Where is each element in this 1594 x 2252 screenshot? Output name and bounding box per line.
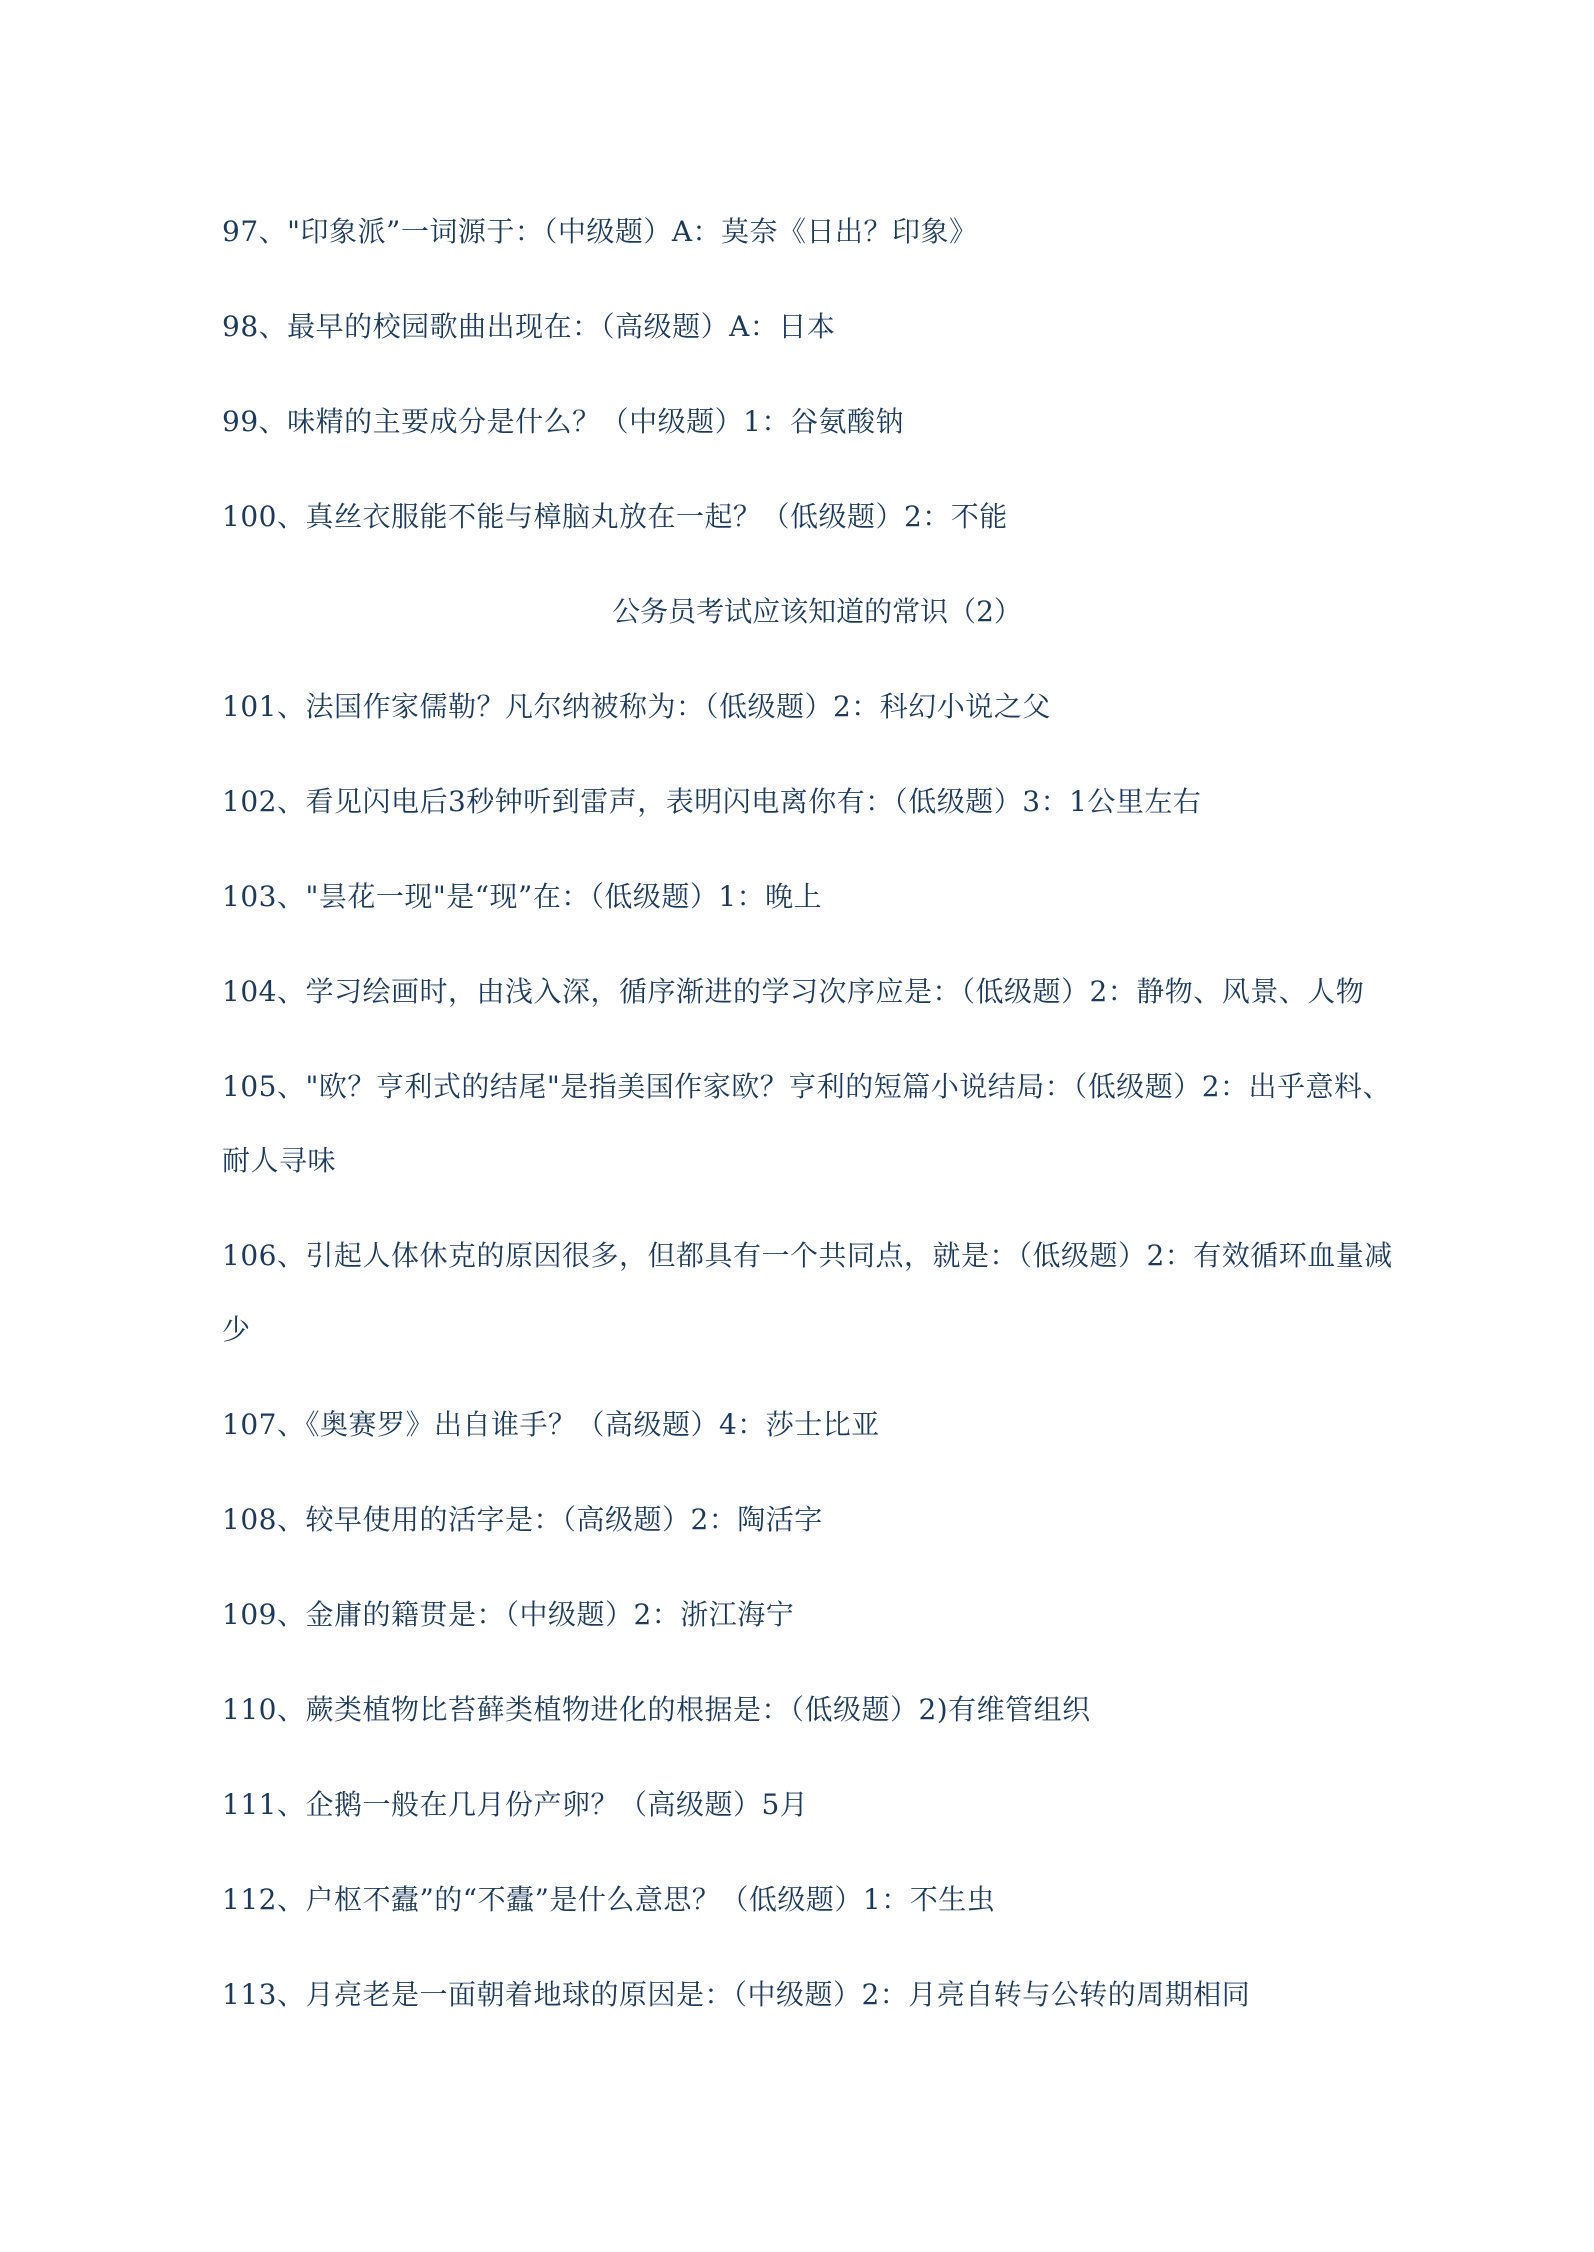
question-109: 109、金庸的籍贯是：（中级题）2：浙江海宁 <box>222 1598 795 1631</box>
question-112: 112、户枢不蠹”的“不蠹”是什么意思？（低级题）1：不生虫 <box>222 1883 996 1916</box>
question-106 <box>222 1236 1392 1350</box>
question-105-line-2: 耐人寻味 <box>222 1144 337 1177</box>
question-106-line-2: 少 <box>222 1313 251 1346</box>
question-107: 107、《奥赛罗》出自谁手？（高级题）4：莎士比亚 <box>222 1408 880 1441</box>
question-113: 113、月亮老是一面朝着地球的原因是：（中级题）2：月亮自转与公转的周期相同 <box>222 1978 1251 2011</box>
question-102: 102、看见闪电后3秒钟听到雷声，表明闪电离你有：（低级题）3：1公里左右 <box>222 785 1202 818</box>
question-110: 110、蕨类植物比苔藓类植物进化的根据是：（低级题）2)有维管组织 <box>222 1693 1091 1726</box>
question-111: 111、企鹅一般在几月份产卵？（高级题）5月 <box>222 1788 809 1821</box>
question-105-line-1: 105、"欧？亨利式的结尾"是指美国作家欧？亨利的短篇小说结局：（低级题）2：出乎意料、 <box>222 1070 1392 1103</box>
document-body <box>222 212 1392 2070</box>
question-106-line-1: 106、引起人体休克的原因很多，但都具有一个共同点，就是：（低级题）2：有效循环血量减 <box>222 1239 1393 1272</box>
question-108: 108、较早使用的活字是：（高级题）2：陶活字 <box>222 1503 823 1536</box>
question-99: 99、味精的主要成分是什么？（中级题）1：谷氨酸钠 <box>222 405 904 438</box>
question-97: 97、"印象派”一词源于：（中级题）A：莫奈《日出？印象》 <box>222 215 978 248</box>
question-103: 103、"昙花一现"是“现”在：（低级题）1：晚上 <box>222 880 823 913</box>
question-105 <box>222 1067 1392 1181</box>
question-104: 104、学习绘画时，由浅入深，循序渐进的学习次序应是：（低级题）2：静物、风景、人物 <box>222 975 1365 1008</box>
question-98: 98、最早的校园歌曲出现在：（高级题）A：日本 <box>222 310 836 343</box>
section-title: 公务员考试应该知道的常识（2） <box>612 595 1022 628</box>
question-101: 101、法国作家儒勒？凡尔纳被称为：（低级题）2：科幻小说之父 <box>222 690 1051 723</box>
question-100: 100、真丝衣服能不能与樟脑丸放在一起？（低级题）2：不能 <box>222 500 1008 533</box>
